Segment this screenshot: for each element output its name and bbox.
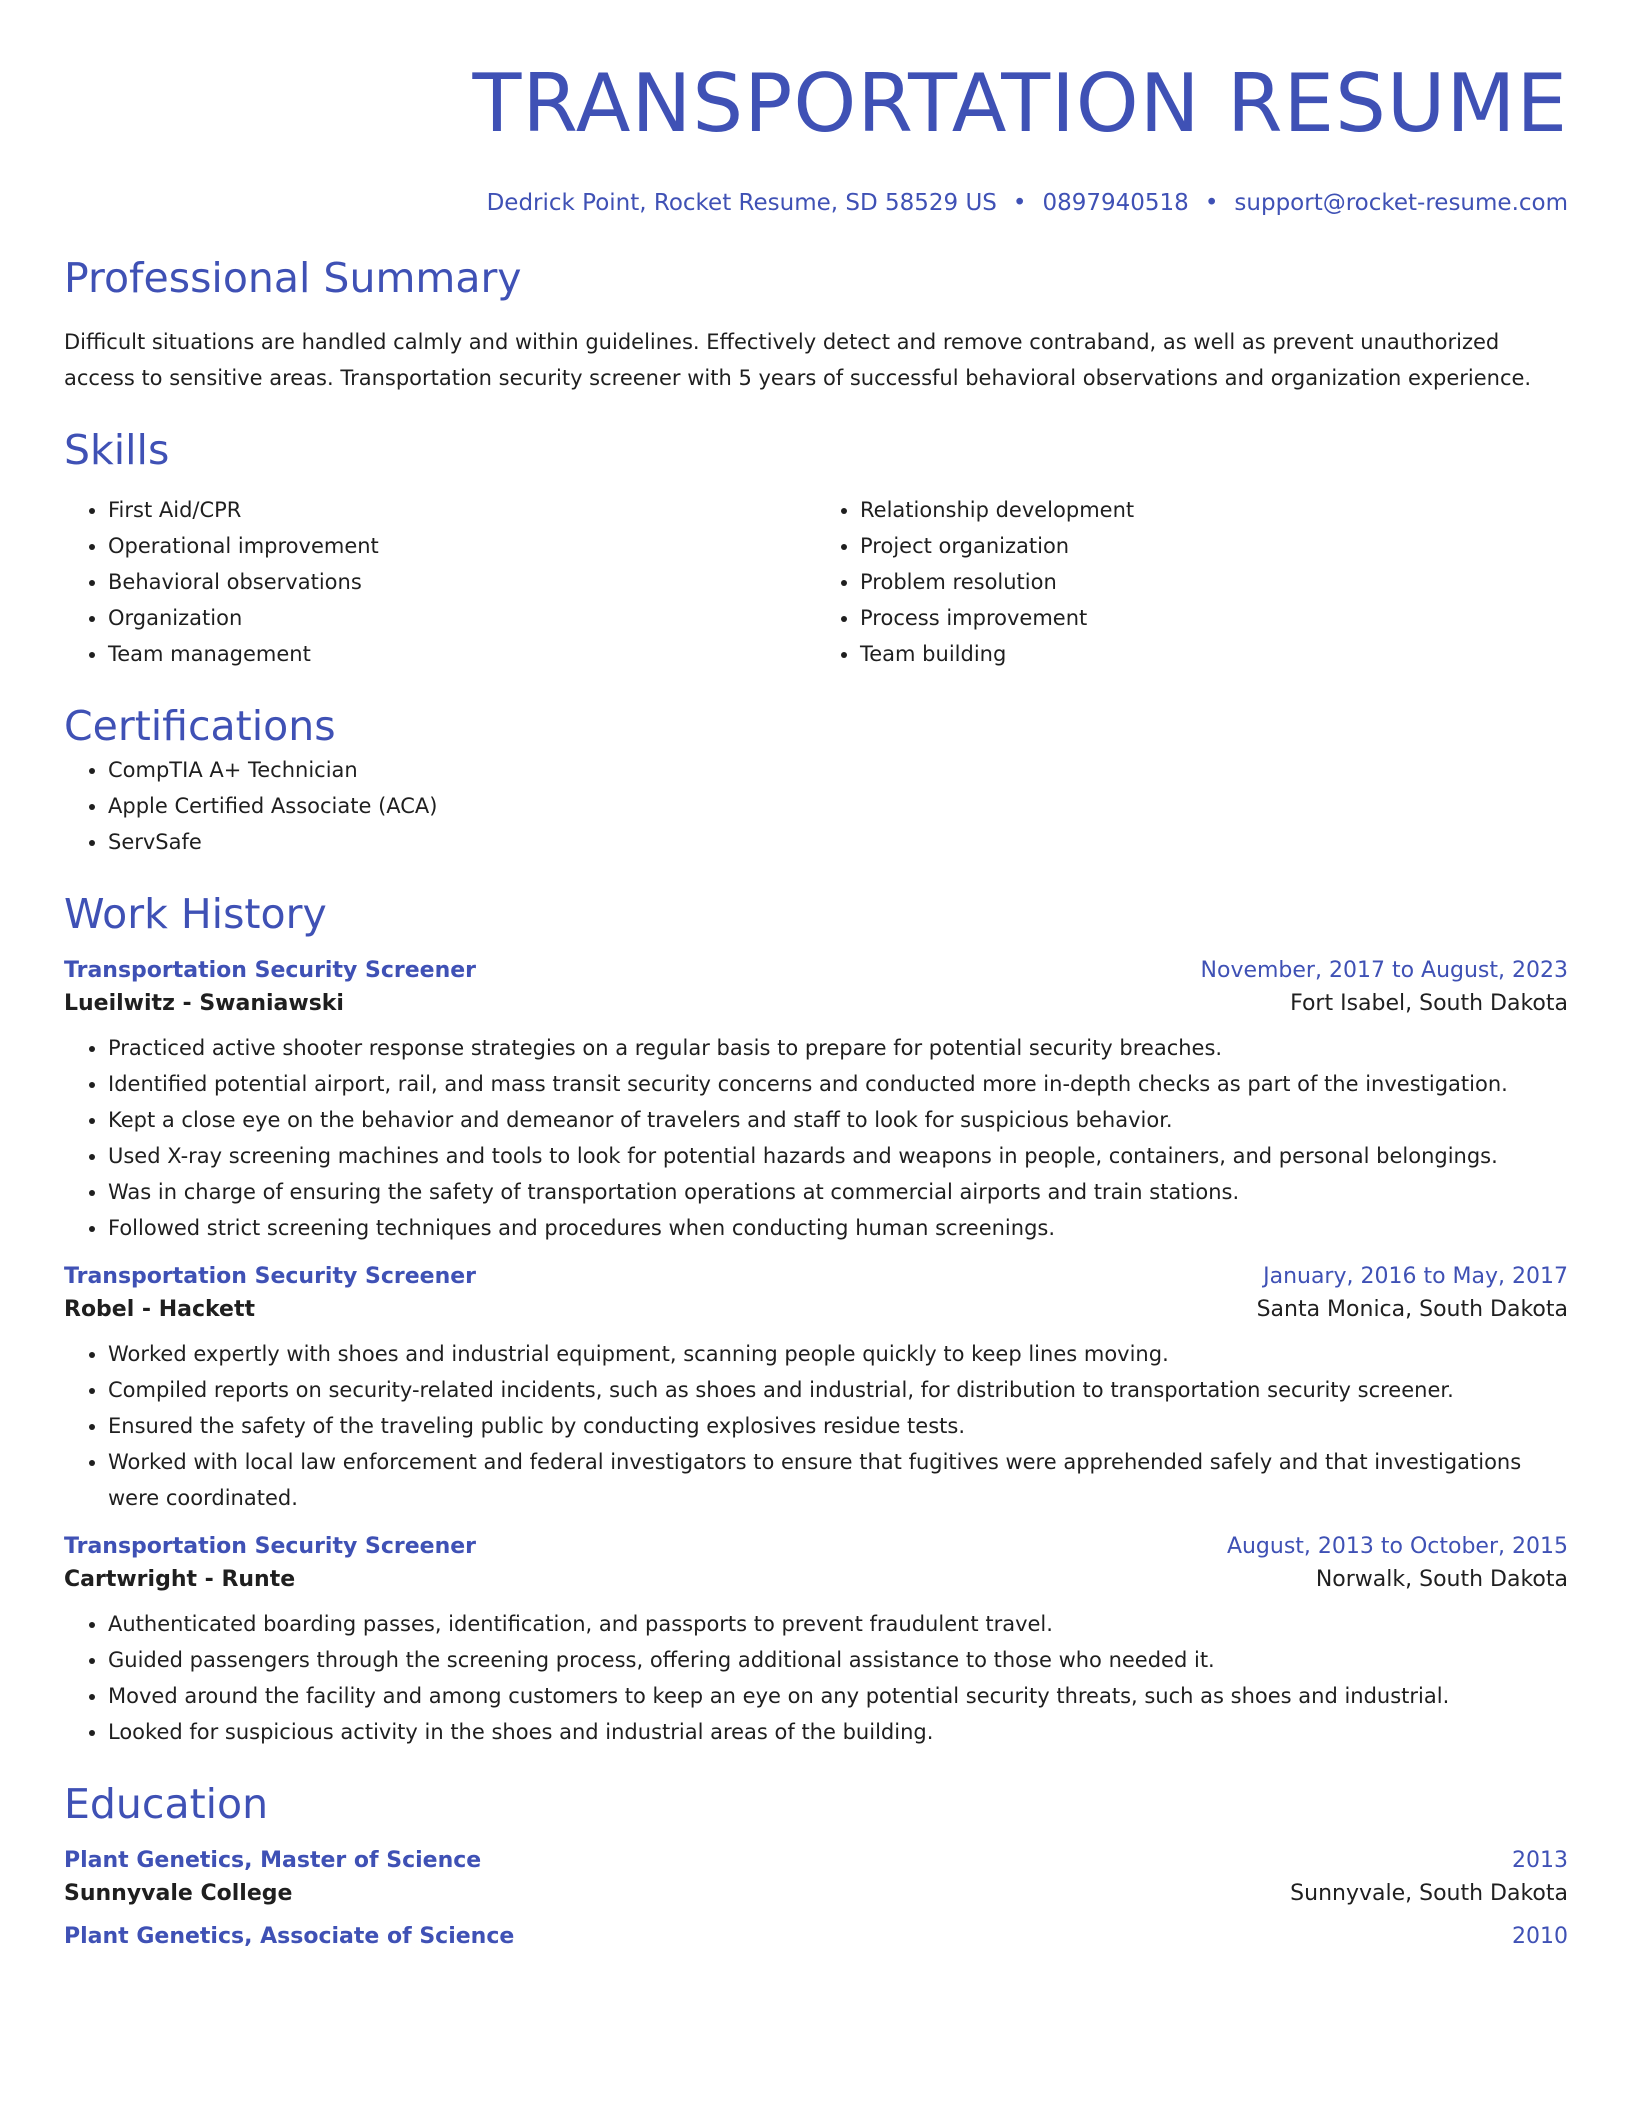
list-item: • Worked expertly with shoes and industrial equipment, scanning people quickly to keep lines moving.: [108, 1336, 1568, 1372]
contact-email: support@rocket-resume.com: [1234, 190, 1568, 216]
list-item: • ServSafe: [108, 824, 1568, 860]
certifications-list: [64, 752, 1568, 860]
list-item: • Team building: [860, 636, 1568, 672]
job-title: Transportation Security Screener: [64, 958, 476, 983]
education-entry: [64, 1924, 1568, 1949]
contact-separator: •: [1012, 190, 1027, 216]
resume-header: [64, 0, 1568, 216]
education-school: Sunnyvale College: [64, 1881, 293, 1906]
list-item: • Process improvement: [860, 600, 1568, 636]
job-entry: [64, 958, 1568, 1246]
summary-text: Difficult situations are handled calmly and within guidelines. Effectively detect and remove contraband, as well as prevent unauthorized access to sensitive areas. Transportation security screener with 5 years of successful behavioral observations and organization experience.: [64, 330, 1532, 390]
education-degree: Plant Genetics, Associate of Science: [64, 1924, 515, 1949]
job-location: Norwalk, South Dakota: [1315, 1567, 1568, 1592]
contact-separator: •: [1204, 190, 1219, 216]
contact-phone: 0897940518: [1042, 190, 1189, 216]
list-item: • Identified potential airport, rail, and mass transit security concerns and conducted more in-depth checks as part of the investigation.: [108, 1066, 1568, 1102]
list-item: • Worked with local law enforcement and federal investigators to ensure that fugitives were apprehended safely and that investigations were coordinated.: [108, 1444, 1568, 1516]
resume-title: TRANSPORTATION RESUME: [472, 57, 1568, 150]
list-item: • Guided passengers through the screening process, offering additional assistance to those who needed it.: [108, 1642, 1568, 1678]
job-entry: [64, 1264, 1568, 1516]
list-item: • Looked for suspicious activity in the shoes and industrial areas of the building.: [108, 1714, 1568, 1750]
section-title-education: Education: [64, 1780, 269, 1828]
list-item: • Authenticated boarding passes, identification, and passports to prevent fraudulent travel.: [108, 1606, 1568, 1642]
skills-column-right: [816, 492, 1568, 672]
education-entry: [64, 1848, 1568, 1906]
list-item: • Project organization: [860, 528, 1568, 564]
job-bullets: [64, 1030, 1568, 1246]
job-entry: [64, 1534, 1568, 1750]
list-item: • Operational improvement: [108, 528, 816, 564]
education-location: Sunnyvale, South Dakota: [1290, 1881, 1568, 1906]
job-company: Cartwright - Runte: [64, 1567, 296, 1592]
list-item: • Problem resolution: [860, 564, 1568, 600]
list-item: • Apple Certified Associate (ACA): [108, 788, 1568, 824]
list-item: • Team management: [108, 636, 816, 672]
job-company: Robel - Hackett: [64, 1297, 256, 1322]
contact-address: Dedrick Point, Rocket Resume, SD 58529 US: [486, 190, 997, 216]
job-dates: January, 2016 to May, 2017: [1263, 1264, 1568, 1289]
job-dates: August, 2013 to October, 2015: [1226, 1534, 1568, 1559]
education-year: 2013: [1512, 1848, 1568, 1873]
list-item: • Behavioral observations: [108, 564, 816, 600]
job-location: Santa Monica, South Dakota: [1256, 1297, 1568, 1322]
job-bullets: [64, 1336, 1568, 1516]
list-item: • CompTIA A+ Technician: [108, 752, 1568, 788]
list-item: • Followed strict screening techniques and procedures when conducting human screenings.: [108, 1210, 1568, 1246]
section-title-skills: Skills: [64, 426, 170, 474]
education-year: 2010: [1512, 1924, 1568, 1949]
contact-line: [64, 190, 1568, 216]
section-title-work-history: Work History: [64, 890, 327, 938]
section-title-summary: Professional Summary: [64, 254, 522, 302]
job-title: Transportation Security Screener: [64, 1534, 476, 1559]
list-item: • First Aid/CPR: [108, 492, 816, 528]
list-item: • Relationship development: [860, 492, 1568, 528]
education-degree: Plant Genetics, Master of Science: [64, 1848, 482, 1873]
job-bullets: [64, 1606, 1568, 1750]
list-item: • Ensured the safety of the traveling public by conducting explosives residue tests.: [108, 1408, 1568, 1444]
list-item: • Used X-ray screening machines and tools to look for potential hazards and weapons in people, containers, and personal belongings.: [108, 1138, 1568, 1174]
section-title-certifications: Certifications: [64, 702, 336, 750]
list-item: • Practiced active shooter response strategies on a regular basis to prepare for potential security breaches.: [108, 1030, 1568, 1066]
list-item: • Compiled reports on security-related incidents, such as shoes and industrial, for distribution to transportation security screener.: [108, 1372, 1568, 1408]
job-dates: November, 2017 to August, 2023: [1200, 958, 1568, 983]
skills-column-left: [64, 492, 816, 672]
job-location: Fort Isabel, South Dakota: [1290, 991, 1568, 1016]
list-item: • Organization: [108, 600, 816, 636]
list-item: • Moved around the facility and among customers to keep an eye on any potential security threats, such as shoes and industrial.: [108, 1678, 1568, 1714]
skills-list: [64, 492, 1568, 672]
list-item: • Was in charge of ensuring the safety of transportation operations at commercial airports and train stations.: [108, 1174, 1568, 1210]
job-title: Transportation Security Screener: [64, 1264, 476, 1289]
job-company: Lueilwitz - Swaniawski: [64, 991, 344, 1016]
list-item: • Kept a close eye on the behavior and demeanor of travelers and staff to look for suspicious behavior.: [108, 1102, 1568, 1138]
